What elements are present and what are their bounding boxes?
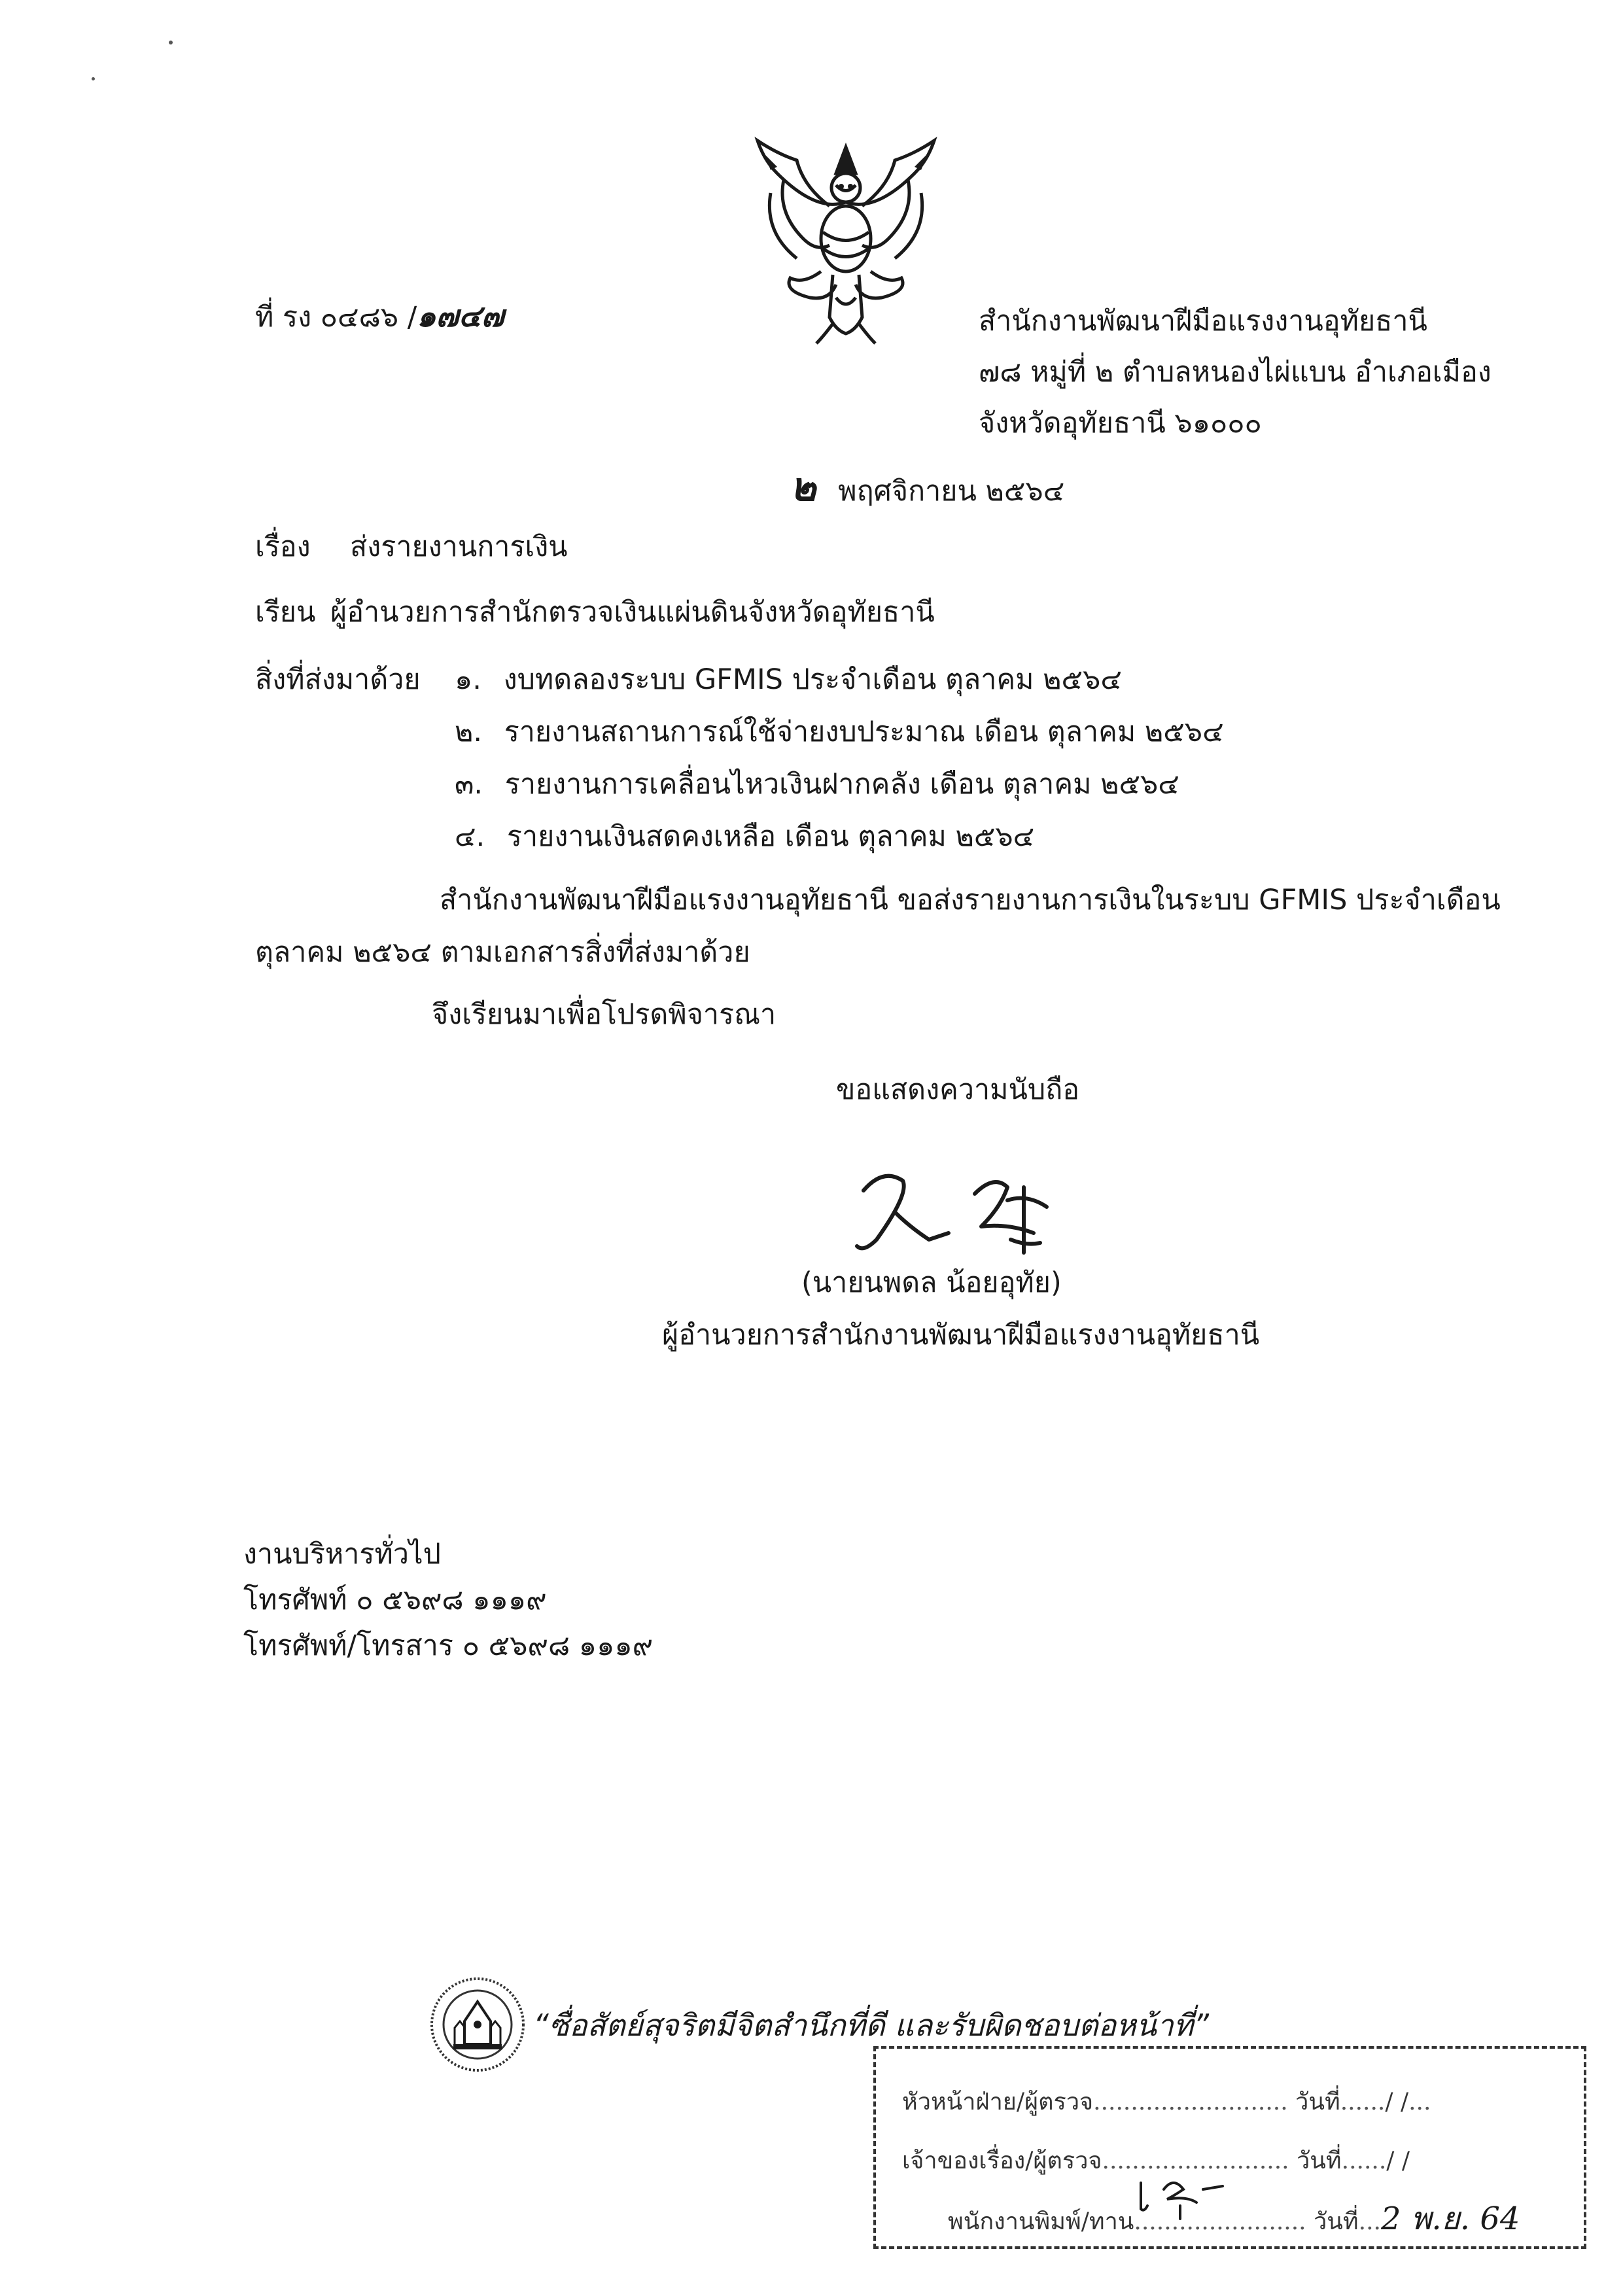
recipient-text: ผู้อำนวยการสำนักตรวจเงินแผ่นดินจังหวัดอุทัยธานี [330,596,935,629]
stamp-row-section-head: หัวหน้าฝ่าย/ผู้ตรวจ.......................... วันที่....../ /... [902,2089,1431,2115]
routing-stamp [873,2046,1586,2249]
stamp-date-value-handwritten: 2 พ.ย. 64 [1380,2200,1520,2237]
enclosure-text: รายงานการเคลื่อนไหวเงินฝากคลัง เดือน ตุลาคม ๒๕๖๔ [504,768,1179,801]
date-month-year: พฤศจิกายน ๒๕๖๔ [838,475,1065,508]
subject-label: เรื่อง [255,531,311,563]
enclosure-item-4 [455,820,1035,853]
office-province-line: จังหวัดอุทัยธานี ๖๑๐๐๐ [979,407,1262,440]
contact-department: งานบริหารทั่วไป [243,1538,441,1571]
closing-request: จึงเรียนมาเพื่อโปรดพิจารณา [432,998,777,1031]
enclosure-item-1 [455,663,1122,696]
stamp-date-value: / / [1386,2148,1410,2174]
closing-salutation: ขอแสดงความนับถือ [836,1073,1080,1106]
document-date [790,464,1065,510]
enclosure-number: ๑. [455,663,481,696]
enclosure-number: ๔. [455,820,485,853]
enclosure-number: ๓. [455,768,483,801]
stamp-row-label: เจ้าของเรื่อง/ผู้ตรวจ [902,2148,1102,2174]
stamp-row-owner: เจ้าของเรื่อง/ผู้ตรวจ......................... วันที่....../ / [902,2148,1410,2174]
garuda-emblem [738,134,954,350]
body-paragraph-line-1: สำนักงานพัฒนาฝีมือแรงงานอุทัยธานี ขอส่งรายงานการเงินในระบบ GFMIS ประจำเดือน [440,884,1501,916]
subject-text: ส่งรายงานการเงิน [350,531,568,563]
contact-phone-fax: โทรศัพท์/โทรสาร ๐ ๕๖๙๘ ๑๑๑๙ [243,1629,654,1662]
contact-phone: โทรศัพท์ ๐ ๕๖๙๘ ๑๑๑๙ [243,1584,547,1616]
scan-speck [92,77,95,80]
enclosures-label: สิ่งที่ส่งมาด้วย [255,663,421,696]
office-name: สำนักงานพัฒนาฝีมือแรงงานอุทัยธานี [979,305,1427,338]
enclosure-item-2 [455,718,1224,746]
stamp-row-label: หัวหน้าฝ่าย/ผู้ตรวจ [902,2089,1094,2115]
document-number-handwritten: ๑๗๔๗ [417,298,504,334]
document-number-prefix: ที่ รง ๐๔๘๖ / [255,301,417,334]
enclosure-number: ๒. [455,716,483,748]
enclosure-item-3 [455,768,1179,801]
enclosure-text: รายงานเงินสดคงเหลือ เดือน ตุลาคม ๒๕๖๔ [506,820,1035,853]
stamp-initials [1134,2170,1239,2222]
stamp-row-typist: พนักงานพิมพ์/ทาน....................... วันที่...2 พ.ย. 64 [948,2200,1520,2237]
stamp-date-value: / / [1385,2089,1409,2115]
body-paragraph-line-2: ตุลาคม ๒๕๖๔ ตามเอกสารสิ่งที่ส่งมาด้วย [255,936,750,969]
stamp-row-label: พนักงานพิมพ์/ทาน [948,2208,1134,2235]
handwritten-signature [837,1161,1099,1259]
enclosure-text: งบทดลองระบบ GFMIS ประจำเดือน ตุลาคม ๒๕๖๔ [503,663,1122,696]
recipient-label: เรียน [255,596,316,629]
anti-corruption-seal [428,1975,527,2074]
date-day-handwritten: ๒ [790,464,816,510]
stamp-date-label: วันที่ [1295,2089,1340,2115]
scan-speck [169,41,173,44]
signatory-title: ผู้อำนวยการสำนักงานพัฒนาฝีมือแรงงานอุทัยธานี [662,1319,1260,1351]
office-address-line: ๗๘ หมู่ที่ ๒ ตำบลหนองไผ่แบน อำเภอเมือง [979,356,1492,389]
enclosure-text: รายงานสถานการณ์ใช้จ่ายงบประมาณ เดือน ตุลาคม ๒๕๖๔ [504,716,1224,748]
signatory-name: (นายนพดล น้อยอุทัย) [801,1266,1062,1299]
document-number [255,298,504,334]
stamp-date-label: วันที่ [1297,2148,1342,2174]
stamp-date-label: วันที่ [1314,2208,1359,2235]
footer-motto: “ซื่อสัตย์สุจริตมีจิตสำนึกที่ดี และรับผิดชอบต่อหน้าที่” [533,2008,1209,2043]
